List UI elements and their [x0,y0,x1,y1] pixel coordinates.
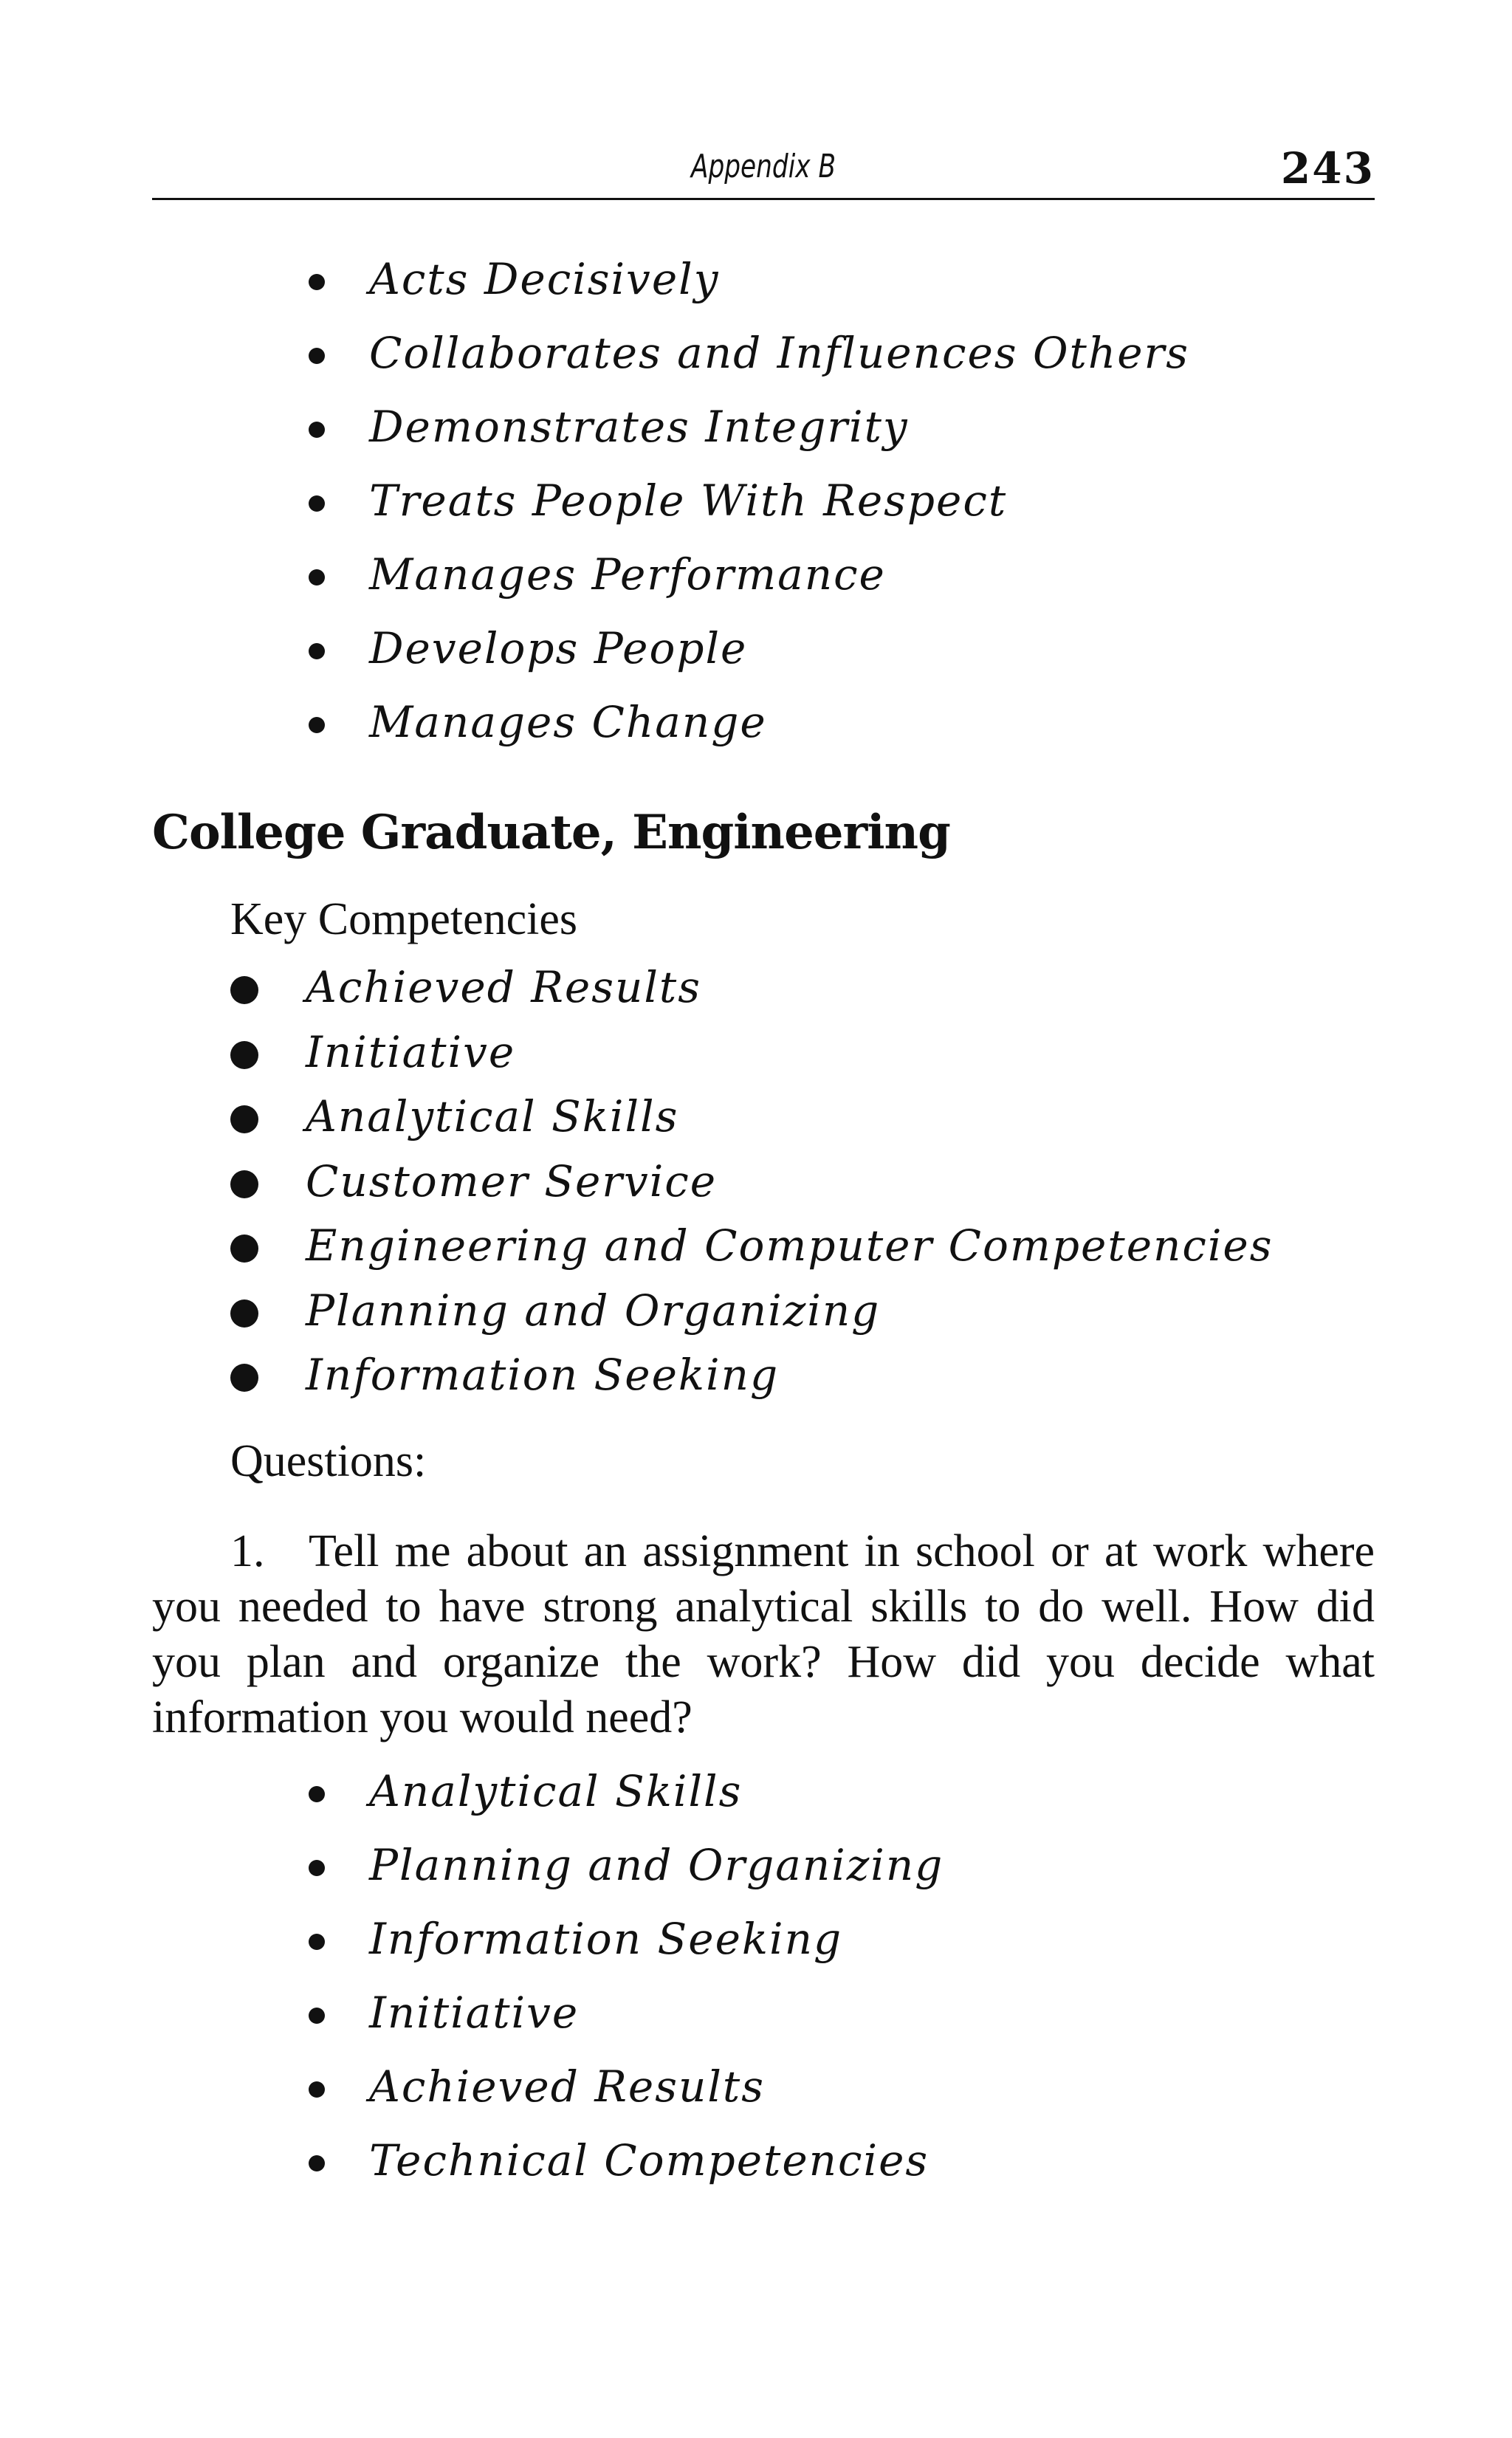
bullet-icon [309,1786,325,1802]
book-page: Appendix B 243 Acts Decisively Collaborates and Influences Others Demonstrates Integrity Treats People With Respect Manages Performance Develops People Manages Change College Graduate, Engineering Key Competencies Achieved Results Initiative Analytical Skills Customer Service Engineering and Computer Competencies Planning and Organizing Information Seeking Questions: 1. Tell me about an assignment in school or at work where you needed to have strong analytical skills to do well. How did you plan and organize the work? How did you decide what information you would need? Analytical Skills Planning and Organizing Information Seeking Initiative Achieved Results Technical Competencies [152,143,1375,2185]
bullet-icon [309,274,325,290]
bullet-icon [309,2155,325,2171]
question-1 [152,1524,1375,1745]
bullet-icon [230,1364,258,1392]
bullet-icon [309,348,325,364]
bullet-icon [309,1934,325,1950]
running-head-section: Appendix B [691,148,836,185]
bullet-icon [230,1170,258,1198]
questions-label: Questions: [230,1436,427,1486]
question-number: 1. [230,1526,265,1576]
bullet-icon [309,495,325,512]
bullet-icon [309,717,325,733]
bullet-icon [309,2008,325,2024]
key-competencies-label: Key Competencies [230,894,578,944]
bullet-icon [230,976,258,1004]
bullet-icon [309,2081,325,2098]
question-text: Tell me about an assignment in school or at work where you needed to have strong analytical skills to do well. How did you plan and organize the work? How did you decide what information you would need? [152,1526,1375,1742]
bullet-icon [230,1105,258,1133]
bullet-icon [230,1041,258,1069]
bullet-icon [309,422,325,438]
bullet-icon [230,1235,258,1263]
bullet-icon [309,643,325,659]
running-head [152,145,1375,200]
bullet-icon [309,1860,325,1876]
page-number: 243 [1280,143,1375,193]
bullet-icon [230,1299,258,1328]
section-heading: College Graduate, Engineering [152,805,950,860]
bullet-icon [309,569,325,586]
